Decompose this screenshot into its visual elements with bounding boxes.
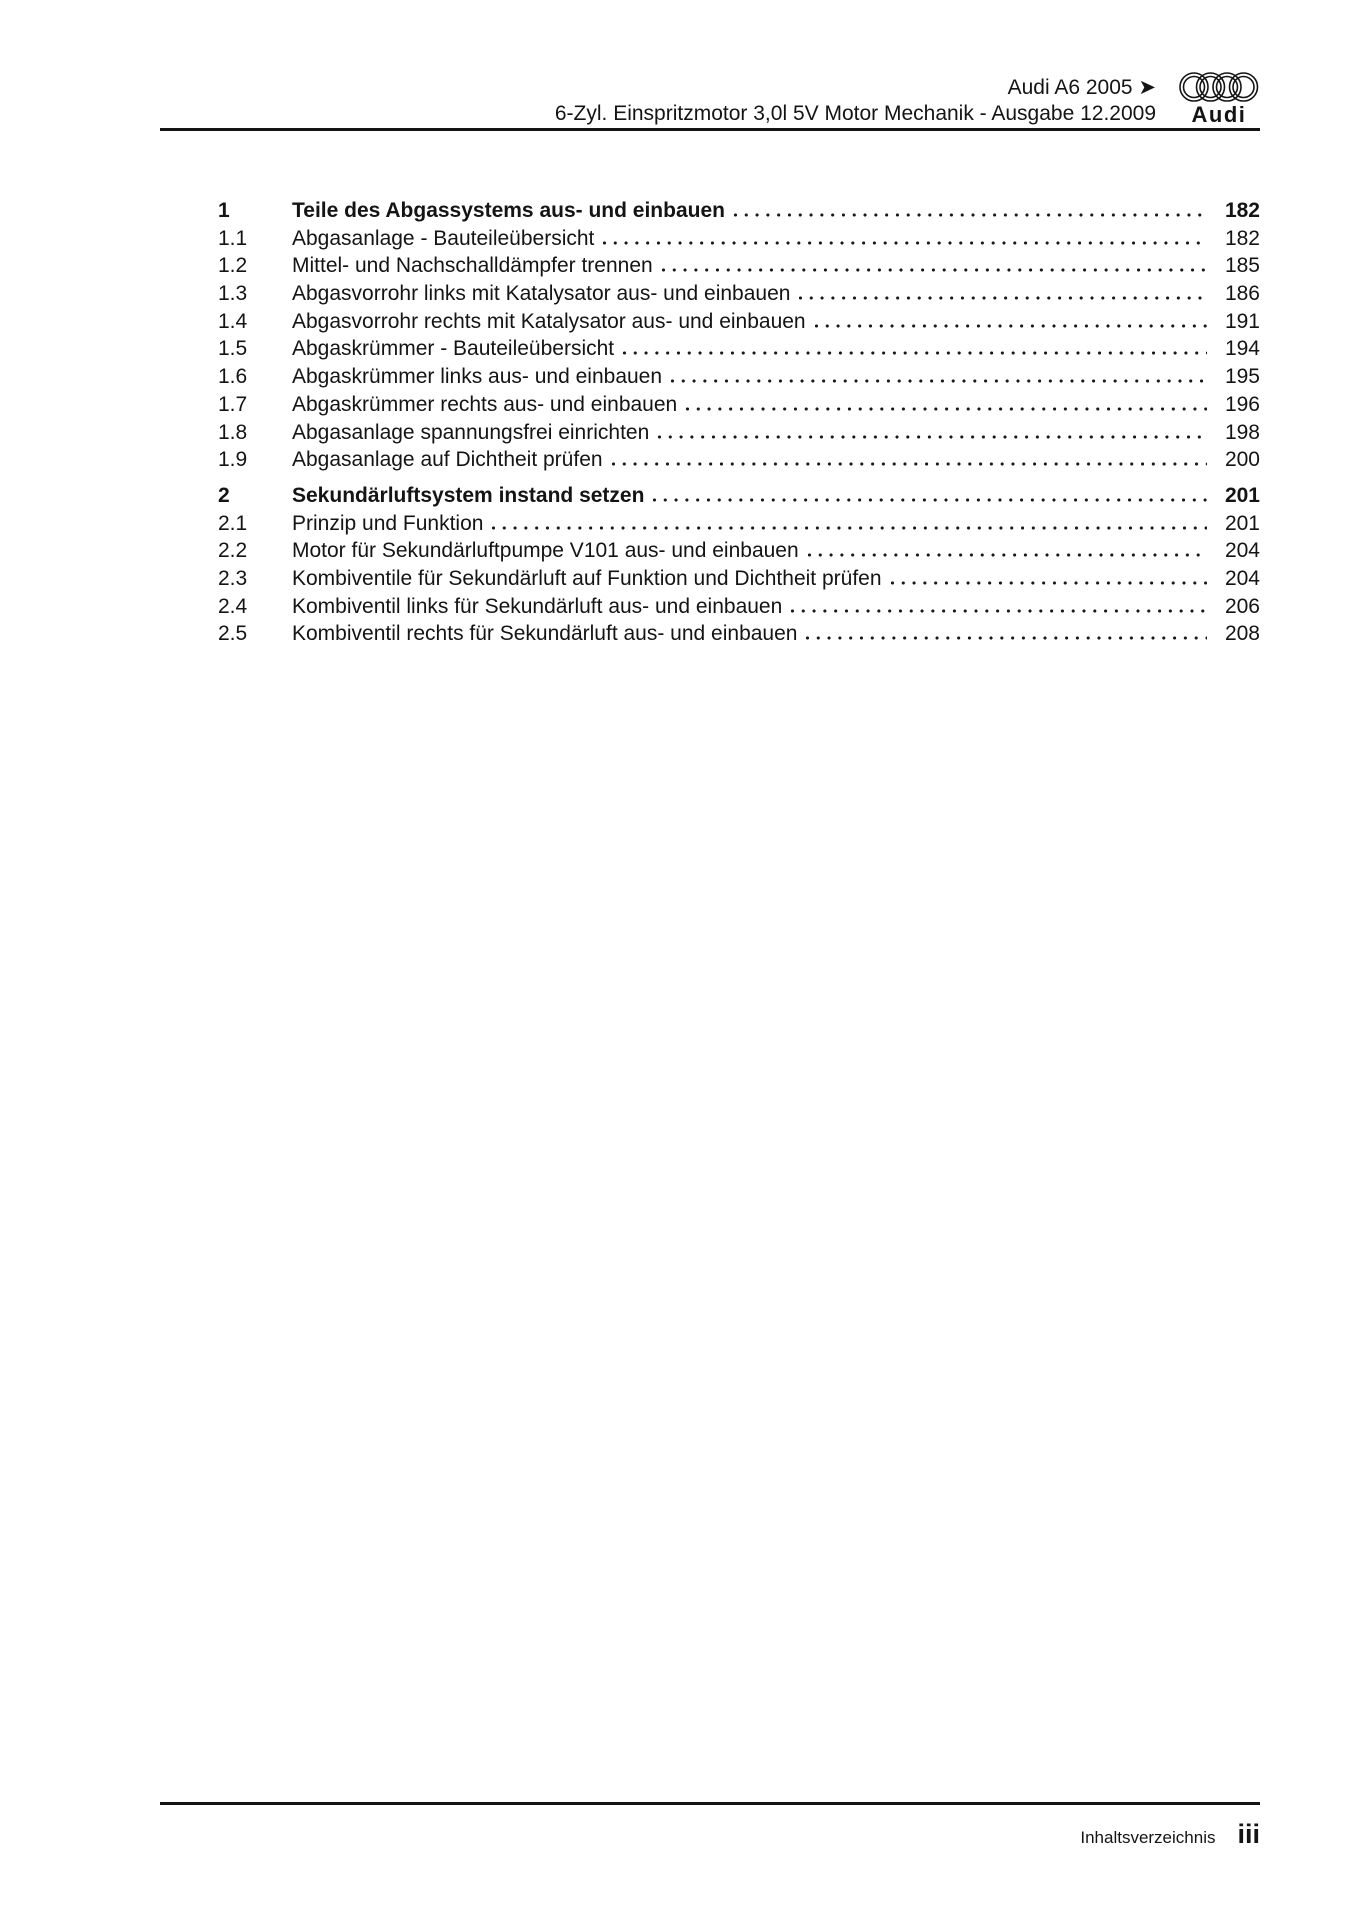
toc-entry-row[interactable] bbox=[160, 363, 1260, 391]
dotted-leader bbox=[734, 213, 1207, 217]
toc-entry-title: Abgasvorrohr rechts mit Katalysator aus- und einbauen bbox=[292, 309, 806, 333]
toc-entry-row[interactable] bbox=[160, 197, 1260, 225]
footer-page-number: iii bbox=[1237, 1819, 1260, 1849]
toc-entry-number: 1.4 bbox=[218, 309, 248, 333]
toc-entry-page: 196 bbox=[1224, 392, 1260, 416]
toc-entry-row[interactable] bbox=[160, 446, 1260, 474]
page-footer bbox=[160, 1802, 1260, 1848]
header-model-line: Audi A6 2005 ➤ bbox=[1007, 76, 1156, 99]
toc-entry-page: 195 bbox=[1224, 365, 1260, 389]
toc-entry-title: Mittel- und Nachschalldämpfer trennen bbox=[292, 254, 653, 278]
toc-entry-number: 1.2 bbox=[218, 254, 248, 278]
toc-entry-title: Abgaskrümmer - Bauteileübersicht bbox=[292, 337, 615, 361]
toc-entry-row[interactable] bbox=[160, 308, 1260, 336]
toc-entry-title: Abgaskrümmer links aus- und einbauen bbox=[292, 365, 663, 389]
page-header bbox=[160, 0, 1260, 131]
footer-section-label: Inhaltsverzeichnis bbox=[1080, 1828, 1216, 1847]
toc-entry-number: 1.1 bbox=[218, 226, 248, 250]
toc-entry-page: 182 bbox=[1224, 226, 1260, 250]
toc-entry-page: 200 bbox=[1224, 448, 1260, 472]
toc-entry-title: Abgaskrümmer rechts aus- und einbauen bbox=[292, 392, 678, 416]
toc-entry-row[interactable] bbox=[160, 565, 1260, 593]
toc-entry-page: 204 bbox=[1224, 566, 1260, 590]
dotted-leader bbox=[671, 379, 1207, 383]
dotted-leader bbox=[658, 435, 1207, 439]
audi-rings-icon bbox=[1178, 71, 1260, 103]
dotted-leader bbox=[791, 609, 1207, 613]
toc-entry-page: 182 bbox=[1224, 199, 1260, 222]
toc-entry-page: 208 bbox=[1224, 622, 1260, 646]
dotted-leader bbox=[492, 526, 1207, 530]
toc-entry-number: 1.3 bbox=[218, 282, 248, 306]
dotted-leader bbox=[799, 296, 1207, 300]
toc-entry-row[interactable] bbox=[160, 335, 1260, 363]
toc-entry-number: 1.9 bbox=[218, 448, 248, 472]
toc-entry-row[interactable] bbox=[160, 391, 1260, 419]
toc-entry-page: 185 bbox=[1224, 254, 1260, 278]
toc-entry-title: Motor für Sekundärluftpumpe V101 aus- und einbauen bbox=[292, 539, 799, 563]
toc-entry-title: Abgasanlage - Bauteileübersicht bbox=[292, 226, 595, 250]
toc-entry-number: 1 bbox=[218, 199, 230, 222]
toc-entry-row[interactable] bbox=[160, 620, 1260, 648]
dotted-leader bbox=[806, 636, 1207, 640]
dotted-leader bbox=[653, 498, 1207, 502]
dotted-leader bbox=[603, 241, 1207, 245]
toc-entry-number: 2.4 bbox=[218, 594, 248, 618]
toc-entry-page: 201 bbox=[1224, 483, 1260, 507]
toc-entry-page: 204 bbox=[1224, 539, 1260, 563]
toc-entry-row[interactable] bbox=[160, 593, 1260, 621]
toc-entry-page: 191 bbox=[1224, 309, 1260, 333]
dotted-leader bbox=[808, 553, 1207, 557]
toc-entry-page: 201 bbox=[1224, 511, 1260, 535]
toc-entry-number: 1.7 bbox=[218, 392, 248, 416]
toc-entry-title: Teile des Abgassystems aus- und einbauen bbox=[292, 199, 725, 222]
dotted-leader bbox=[815, 324, 1207, 328]
toc-entry-number: 2 bbox=[218, 483, 230, 507]
toc-entry-title: Kombiventil links für Sekundärluft aus- und einbauen bbox=[292, 594, 783, 618]
toc-entry-row[interactable] bbox=[160, 252, 1260, 280]
toc-entry-row[interactable] bbox=[160, 537, 1260, 565]
toc-entry-title: Sekundärluftsystem instand setzen bbox=[292, 483, 645, 507]
toc-entry-number: 1.6 bbox=[218, 365, 248, 389]
audi-wordmark: Audi bbox=[1191, 102, 1247, 127]
toc-entry-row[interactable] bbox=[160, 482, 1260, 510]
dotted-leader bbox=[662, 268, 1207, 272]
audi-logo bbox=[1178, 71, 1260, 128]
toc-entry-number: 2.1 bbox=[218, 511, 248, 535]
toc-entry-number: 1.8 bbox=[218, 420, 248, 444]
dotted-leader bbox=[623, 351, 1207, 355]
toc-entry-number: 1.5 bbox=[218, 337, 248, 361]
toc-entry-row[interactable] bbox=[160, 419, 1260, 447]
toc-entry-page: 194 bbox=[1224, 337, 1260, 361]
header-subtitle-line: 6-Zyl. Einspritzmotor 3,0l 5V Motor Mechanik - Ausgabe 12.2009 bbox=[554, 102, 1156, 125]
toc-entry-title: Abgasvorrohr links mit Katalysator aus- und einbauen bbox=[292, 282, 791, 306]
toc-entry-page: 198 bbox=[1224, 420, 1260, 444]
toc-entry-number: 2.5 bbox=[218, 622, 248, 646]
toc-list bbox=[160, 197, 1260, 648]
toc-entry-row[interactable] bbox=[160, 225, 1260, 253]
toc-entry-title: Prinzip und Funktion bbox=[292, 511, 484, 535]
toc-entry-title: Abgasanlage spannungsfrei einrichten bbox=[292, 420, 650, 444]
toc-entry-row[interactable] bbox=[160, 510, 1260, 538]
dotted-leader bbox=[686, 407, 1207, 411]
toc-entry-number: 2.3 bbox=[218, 566, 248, 590]
toc-entry-title: Kombiventile für Sekundärluft auf Funktion und Dichtheit prüfen bbox=[292, 566, 882, 590]
header-text bbox=[555, 75, 1156, 128]
toc-entry-number: 2.2 bbox=[218, 539, 248, 563]
toc-entry-title: Abgasanlage auf Dichtheit prüfen bbox=[292, 448, 603, 472]
toc-entry-row[interactable] bbox=[160, 280, 1260, 308]
toc-entry-page: 186 bbox=[1224, 282, 1260, 306]
toc-entry-title: Kombiventil rechts für Sekundärluft aus- und einbauen bbox=[292, 622, 798, 646]
toc-entry-page: 206 bbox=[1224, 594, 1260, 618]
dotted-leader bbox=[612, 462, 1207, 466]
dotted-leader bbox=[891, 581, 1207, 585]
